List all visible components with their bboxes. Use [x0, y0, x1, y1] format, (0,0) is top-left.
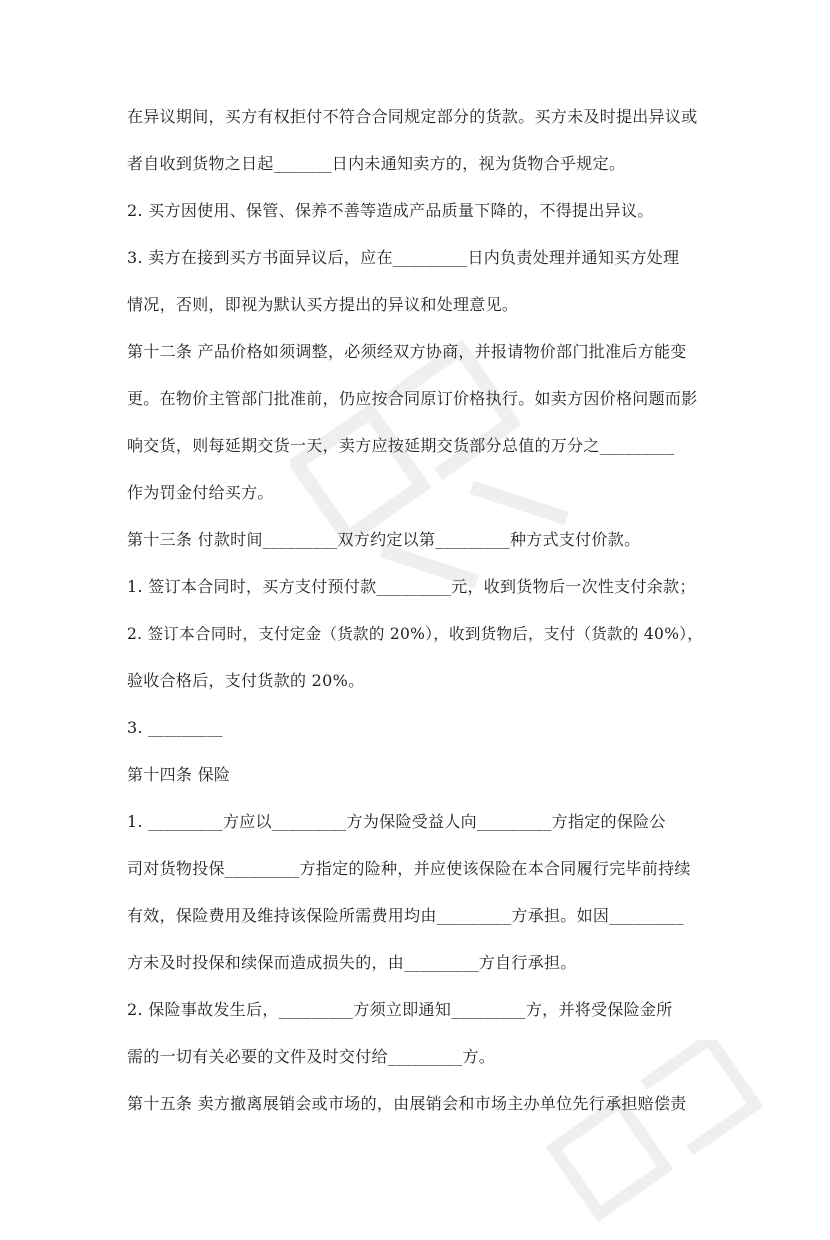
paragraph-line: 更。在物价主管部门批准前，仍应按合同原订价格执行。如卖方因价格问题而影: [127, 389, 698, 408]
paragraph-line: 方未及时投保和续保而造成损失的，由_________方自行承担。: [127, 953, 577, 972]
paragraph-line: 1. 签订本合同时，买方支付预付款_________元，收到货物后一次性支付余款；: [127, 577, 696, 596]
paragraph-line: 1. _________方应以_________方为保险受益人向_________方指定的保险公: [127, 812, 666, 831]
article-12-heading: 第十二条 产品价格如须调整，必须经双方协商，并报请物价部门批准后方能变: [127, 342, 687, 361]
paragraph-line: 响交货，则每延期交货一天，卖方应按延期交货部分总值的万分之_________: [127, 436, 675, 455]
paragraph-line: 作为罚金付给买方。: [127, 483, 274, 502]
paragraph-line: 情况，否则，即视为默认买方提出的异议和处理意见。: [127, 295, 519, 314]
paragraph-line: 有效，保险费用及维持该保险所需费用均由_________方承担。如因_________: [127, 906, 684, 925]
paragraph-line: 在异议期间，买方有权拒付不符合合同规定部分的货款。买方未及时提出异议或: [127, 107, 698, 126]
article-15-heading: 第十五条 卖方撤离展销会或市场的，由展销会和市场主办单位先行承担赔偿责: [127, 1094, 687, 1113]
paragraph-line: 司对货物投保_________方指定的险种，并应使该保险在本合同履行完毕前持续: [127, 859, 691, 878]
paragraph-line: 3. _________: [127, 718, 223, 737]
paragraph-line: 者自收到货物之日起_______日内未通知卖方的，视为货物合乎规定。: [127, 154, 626, 173]
paragraph-line: 需的一切有关必要的文件及时交付给_________方。: [127, 1047, 496, 1066]
paragraph-line: 验收合格后，支付货款的 20%。: [127, 671, 365, 690]
paragraph-line: 2. 签订本合同时，支付定金（货款的 20%），收到货物后，支付（货款的 40%），: [127, 625, 704, 643]
paragraph-line: 3. 卖方在接到买方书面异议后，应在_________日内负责处理并通知买方处理: [127, 248, 680, 267]
article-14-heading: 第十四条 保险: [127, 765, 231, 784]
watermark-logo-bottom: [540, 1040, 800, 1240]
article-13-heading: 第十三条 付款时间_________双方约定以第_________种方式支付价款。: [127, 530, 641, 549]
paragraph-line: 2. 买方因使用、保管、保养不善等造成产品质量下降的，不得提出异议。: [127, 201, 654, 220]
paragraph-line: 2. 保险事故发生后，_________方须立即通知_________方，并将受保险金所: [127, 1000, 673, 1019]
